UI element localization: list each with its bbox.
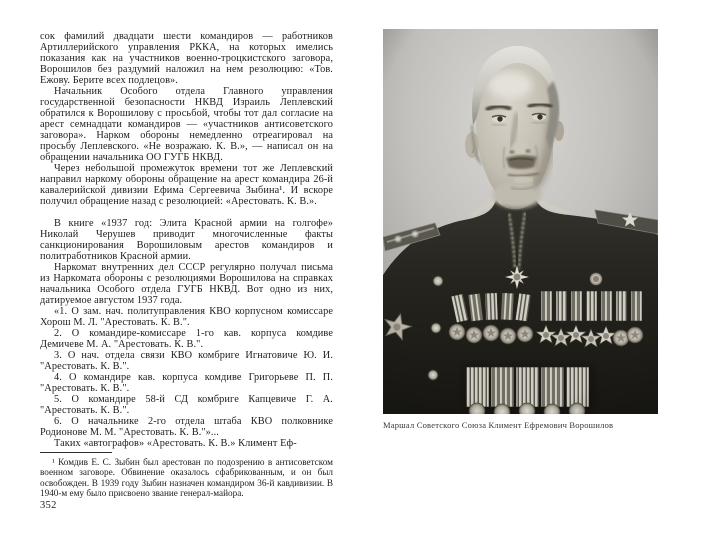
paragraph: 5. О командире 58-й СД комбриге Капцевиче Г. А. "Арестовать. К. В.".	[40, 394, 333, 416]
paragraph: Через небольшой промежуток времени тот же Леплевский направил наркому обороны обращение на арест командира 26-й кавалерийской дивизии Ефима Сергеевича Зыбина¹. И вскоре получил обращение назад с резолюцией: «Арестовать. К. В.».	[40, 163, 333, 207]
paragraph: 6. О начальнике 2-го отдела штаба КВО полковнике Родионове М. М. "Арестовать. К. В."»...	[40, 416, 333, 438]
paragraph: 4. О командире кав. корпуса комдиве Григорьеве П. П. "Арестовать. К. В.".	[40, 372, 333, 394]
paragraph: Таких «автографов» «Арестовать. К. В.» Климент Еф-	[54, 438, 297, 449]
portrait-photo	[383, 29, 658, 414]
footnote-block	[40, 452, 333, 498]
page-number: 352	[40, 500, 57, 511]
photo-caption: Маршал Советского Союза Климент Ефремович Ворошилов	[383, 420, 614, 430]
paragraph: 2. О командире-комиссаре 1-го кав. корпуса комдиве Демичеве М. А. "Арестовать. К. В.".	[40, 328, 333, 350]
paragraph: «1. О зам. нач. политуправления КВО корпусном комиссаре Хорош М. Л. "Арестовать. К. В.".	[40, 306, 333, 328]
paragraph: Наркомат внутренних дел СССР регулярно получал письма из Наркомата обороны с резолюциями Ворошилова на справках начальника Особого отдела ГУГБ НКВД. Вот одно из них, датируемое августом 1937 года.	[40, 262, 333, 306]
voroshilov-portrait-illustration	[383, 29, 658, 414]
body-text	[40, 31, 333, 450]
paragraph: 3. О нач. отдела связи КВО комбриге Игнатовиче Ю. И. "Арестовать. К. В.".	[40, 350, 333, 372]
paragraph: сок фамилий двадцати шести командиров — работников Артиллерийского управления РККА, на которых имелись показания как на участников военно-троцкистского заговора, Ворошилов без раздумий наложил на нем резолюцию: «Тов. Ежову. Берите всех подлецов».	[40, 31, 333, 86]
footnote-separator	[40, 452, 112, 453]
paragraph: Начальник Особого отдела Главного управления государственной безопасности НКВД Израиль Леплевский обратился к Ворошилову с просьбой, чтобы тот дал согласие на арест семнадцати командиров — «участников антисоветского заговора». Нарком обороны немедленно отреагировал на просьбу Леплевского. «Не возражаю. К. В.», — написал он на обращении начальника ОО ГУГБ НКВД.	[40, 86, 333, 163]
footnote: ¹ Комдив Е. С. Зыбин был арестован по подозрению в антисоветском военном заговоре. Обвинение оказалось сфабрикованным, и он был освобожден. В 1939 году Зыбин назначен командиром 36-й кавдивизии. В 1940-м ему было присвоено звание генерал-майора.	[40, 457, 333, 498]
paragraph: В книге «1937 год: Элита Красной армии на голгофе» Николай Черушев приводит многочисленные факты санкционирования Ворошиловым арестов командиров и политработников Красной армии.	[40, 218, 333, 262]
